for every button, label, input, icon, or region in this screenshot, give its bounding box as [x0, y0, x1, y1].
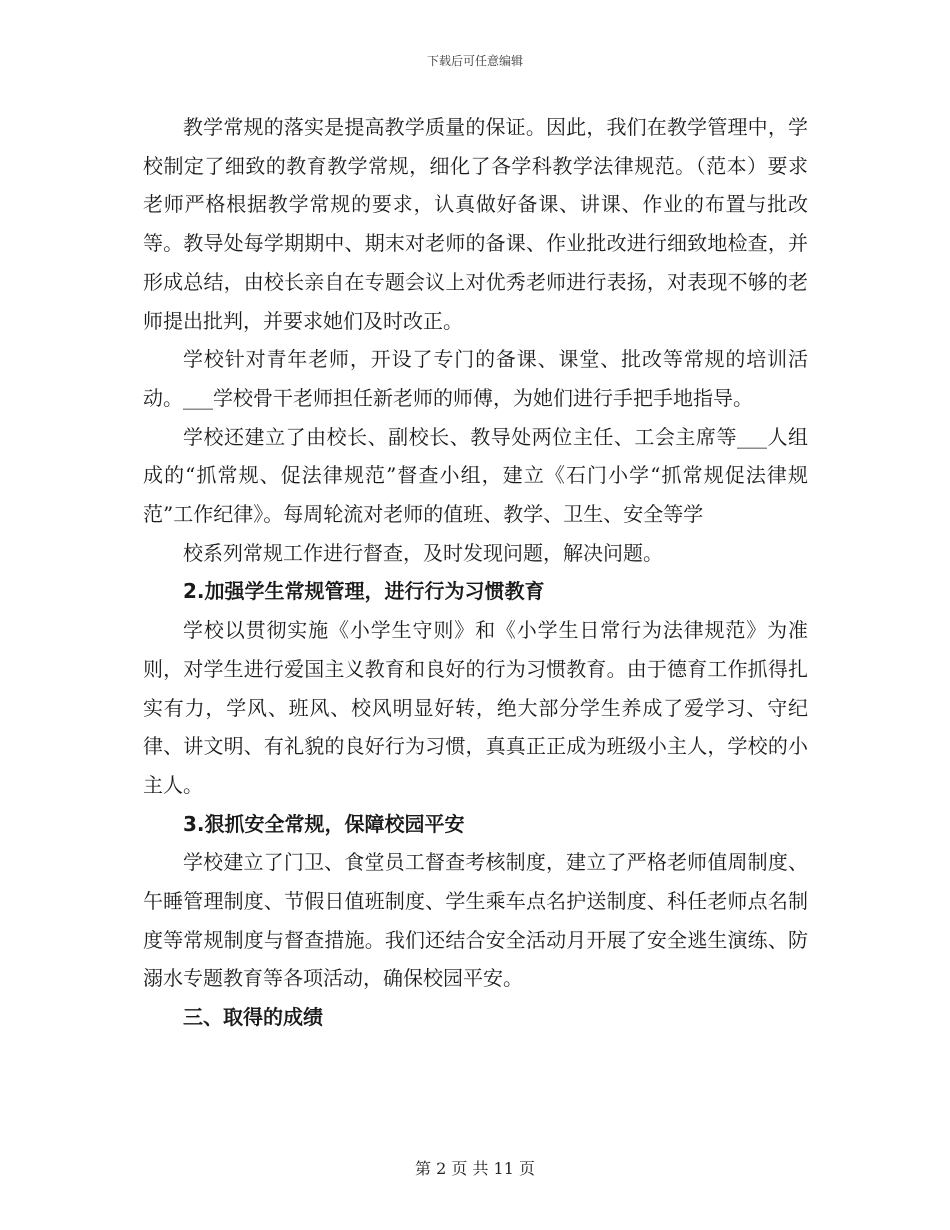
paragraph-student-routine: 学校以贯彻实施《小学生守则》和《小学生日常行为法律规范》为准则，对学生进行爱国主义教育和良好的行为习惯教育。由于德育工作抓得扎实有力，学风、班风、校风明显好转，绝大部分学生养成了爱学习、守纪律、讲文明、有礼貌的良好行为习惯，真真正正成为班级小主人，学校的小主人。	[143, 618, 808, 797]
page-header-note: 下载后可任意编辑	[426, 54, 523, 68]
heading-safety-routine: 3.狠抓安全常规，保障校园平安	[183, 811, 465, 836]
paragraph-safety-routine: 学校建立了门卫、食堂员工督查考核制度，建立了严格老师值周制度、午睡管理制度、节假日值班制度、学生乘车点名护送制度、科任老师点名制度等常规制度与督查措施。我们还结合安全活动月开展了安全逃生演练、防溺水专题教育等各项活动，确保校园平安。	[143, 850, 808, 991]
paragraph-young-teachers: 学校针对青年老师，开设了专门的备课、课堂、批改等常规的培训活动。___学校骨干老师担任新老师的师傅，为她们进行手把手地指导。	[143, 347, 808, 410]
heading-achievements: 三、取得的成绩	[183, 1005, 323, 1030]
paragraph-teaching-routine: 教学常规的落实是提高教学质量的保证。因此，我们在教学管理中，学校制定了细致的教育教学常规，细化了各学科教学法律规范。（范本）要求老师严格根据教学常规的要求，认真做好备课、讲课、作业的布置与批改等。教导处每学期期中、期末对老师的备课、作业批改进行细致地检查，并形成总结，由校长亲自在专题会议上对优秀老师进行表扬，对表现不够的老师提出批判，并要求她们及时改正。	[143, 115, 808, 333]
paragraph-inspection-group: 学校还建立了由校长、副校长、教导处两位主任、工会主席等___人组成的“抓常规、促法律规范”督查小组，建立《石门小学“抓常规促法律规范”工作纪律》。每周轮流对老师的值班、教学、卫生、安全等学	[143, 424, 808, 527]
heading-student-routine: 2.加强学生常规管理，进行行为习惯教育	[183, 579, 545, 604]
page-number: 第 2 页 共 11 页	[415, 1159, 535, 1178]
paragraph-inspection-continued: 校系列常规工作进行督查，及时发现问题，解决问题。	[183, 540, 663, 565]
document-body	[143, 108, 808, 1037]
